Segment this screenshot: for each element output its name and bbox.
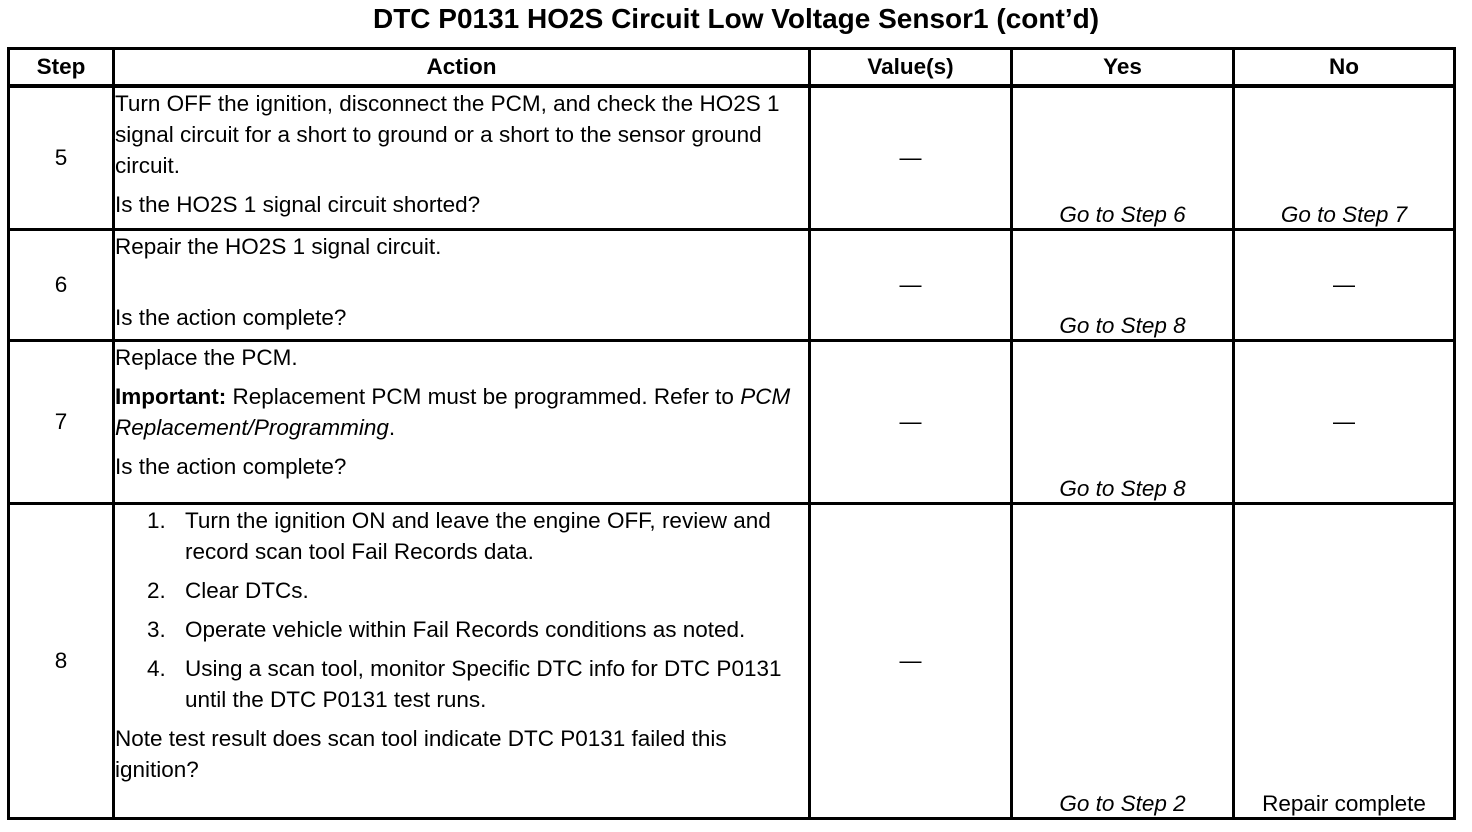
step-number: 5 — [9, 86, 114, 230]
table-row — [9, 341, 1455, 504]
step-number: 8 — [9, 504, 114, 819]
header-yes: Yes — [1012, 49, 1234, 87]
action-question: Is the action complete? — [115, 305, 347, 330]
action-question: Is the HO2S 1 signal circuit shorted? — [115, 192, 481, 217]
value-cell — [810, 86, 1012, 230]
yes-cell — [1012, 86, 1234, 230]
list-item — [147, 614, 808, 645]
header-no: No — [1234, 49, 1455, 87]
list-item-number: 1. — [147, 508, 166, 533]
header-values: Value(s) — [810, 49, 1012, 87]
important-text: Replacement PCM must be programmed. Refer to — [226, 384, 741, 409]
list-item — [147, 505, 808, 567]
yes-goto-link[interactable]: Go to Step 8 — [1059, 476, 1186, 501]
no-result-text: Repair complete — [1262, 791, 1426, 816]
no-dash: — — [1333, 272, 1355, 297]
action-cell — [114, 230, 810, 341]
action-cell — [114, 86, 810, 230]
important-label: Important: — [115, 384, 227, 409]
table-row — [9, 504, 1455, 819]
yes-goto-link[interactable]: Go to Step 2 — [1059, 791, 1186, 816]
table-row — [9, 86, 1455, 230]
action-instruction: Repair the HO2S 1 signal circuit. — [115, 234, 442, 259]
list-item-number: 3. — [147, 617, 166, 642]
value-dash: — — [899, 648, 922, 673]
value-dash: — — [899, 272, 922, 297]
value-dash: — — [899, 409, 922, 434]
list-item-text: Clear DTCs. — [185, 578, 309, 603]
step-number: 7 — [9, 341, 114, 504]
diagnostic-table — [7, 47, 1456, 820]
step-number: 6 — [9, 230, 114, 341]
list-item — [147, 575, 808, 606]
important-end: . — [388, 415, 396, 440]
reference-link[interactable]: PCM Replacement/Programming — [115, 384, 791, 440]
document-title: DTC P0131 HO2S Circuit Low Voltage Sensor1 (cont’d) — [372, 3, 1100, 34]
table-header-row — [9, 49, 1455, 87]
header-step: Step — [9, 49, 114, 87]
table-row — [9, 230, 1455, 341]
list-item-text: Operate vehicle within Fail Records conditions as noted. — [185, 617, 746, 642]
value-cell — [810, 504, 1012, 819]
list-item-number: 4. — [147, 656, 166, 681]
action-instruction: Turn OFF the ignition, disconnect the PCM, and check the HO2S 1 signal circuit for a short to ground or a short to the sensor ground circuit. — [115, 91, 780, 178]
yes-cell — [1012, 504, 1234, 819]
action-question: Note test result does scan tool indicate DTC P0131 failed this ignition? — [115, 726, 727, 782]
action-cell — [114, 341, 810, 504]
action-question: Is the action complete? — [115, 454, 347, 479]
value-dash: — — [899, 145, 922, 170]
value-cell — [810, 230, 1012, 341]
action-cell — [114, 504, 810, 819]
list-item-text: Turn the ignition ON and leave the engine OFF, review and record scan tool Fail Records data. — [185, 508, 771, 564]
yes-cell — [1012, 341, 1234, 504]
value-cell — [810, 341, 1012, 504]
important-note — [115, 381, 808, 443]
yes-cell — [1012, 230, 1234, 341]
action-instruction: Replace the PCM. — [115, 345, 298, 370]
no-cell — [1234, 230, 1455, 341]
yes-goto-link[interactable]: Go to Step 8 — [1059, 313, 1186, 338]
no-goto-link[interactable]: Go to Step 7 — [1280, 202, 1408, 227]
procedure-list — [115, 505, 808, 715]
list-item — [147, 653, 808, 715]
no-cell — [1234, 86, 1455, 230]
list-item-number: 2. — [147, 578, 166, 603]
list-item-text: Using a scan tool, monitor Specific DTC info for DTC P0131 until the DTC P0131 test runs. — [185, 656, 782, 712]
no-cell — [1234, 341, 1455, 504]
yes-goto-link[interactable]: Go to Step 6 — [1059, 202, 1186, 227]
no-dash: — — [1333, 409, 1355, 434]
no-cell — [1234, 504, 1455, 819]
header-action: Action — [114, 49, 810, 87]
